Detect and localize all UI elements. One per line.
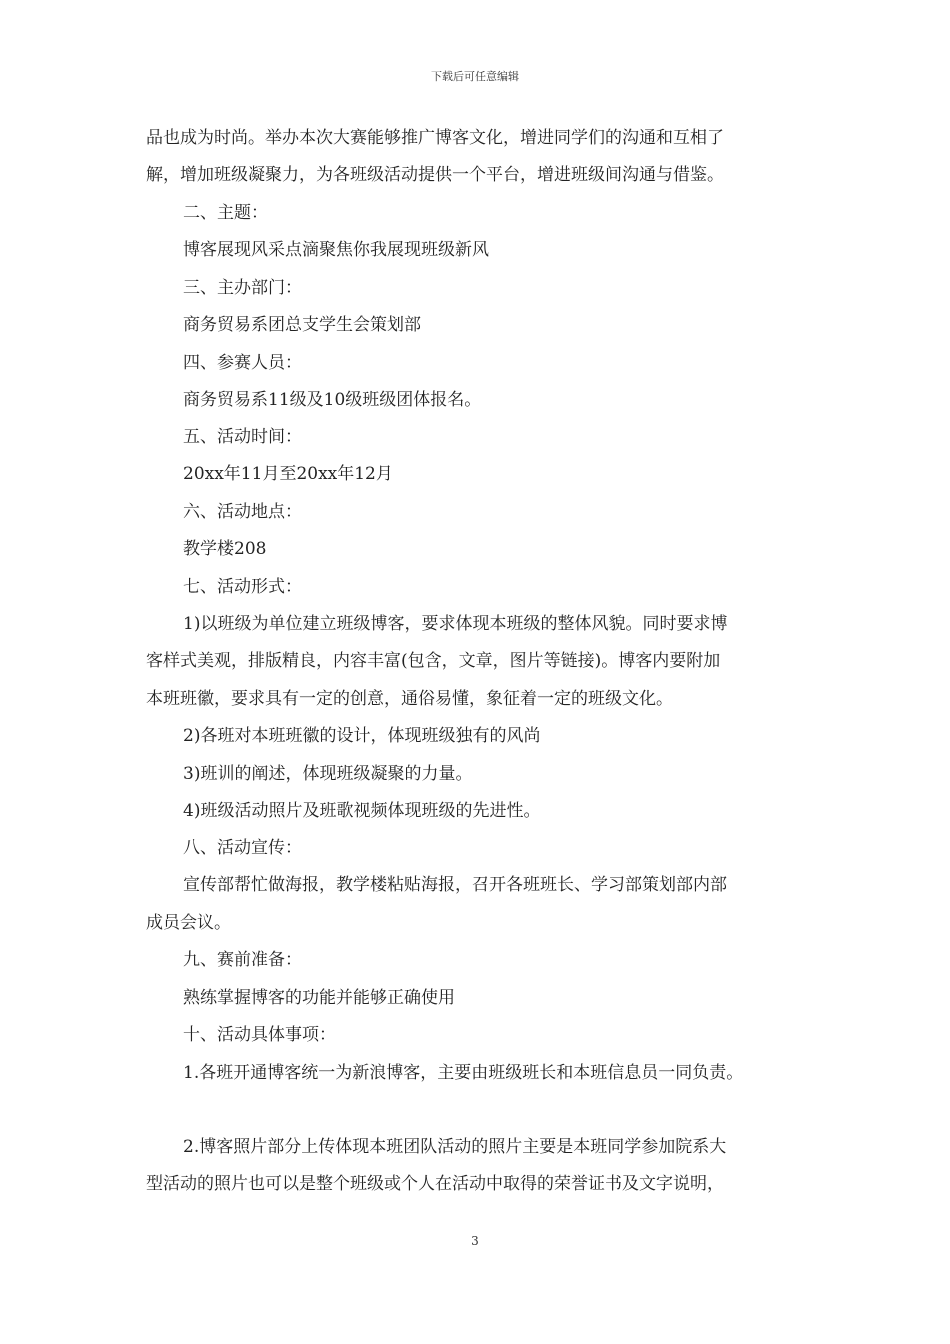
body-line: 商务贸易系团总支学生会策划部 [183,315,421,335]
section-heading: 六、活动地点： [183,502,302,522]
body-line: 2.博客照片部分上传体现本班团队活动的照片主要是本班同学参加院系大 [183,1137,727,1157]
body-line: 教学楼208 [183,539,267,559]
body-line: 2)各班对本班班徽的设计，体现班级独有的风尚 [183,726,541,746]
body-line: 1.各班开通博客统一为新浪博客，主要由班级班长和本班信息员一同负责。 [183,1063,744,1083]
body-line: 客样式美观，排版精良，内容丰富(包含，文章，图片等链接)。博客内要附加 [146,651,721,671]
body-line: 成员会议。 [146,913,231,933]
section-heading: 三、主办部门： [183,278,302,298]
body-line: 博客展现风采点滴聚焦你我展现班级新风 [183,240,489,260]
body-line: 1)以班级为单位建立班级博客，要求体现本班级的整体风貌。同时要求博 [183,614,728,634]
section-heading: 七、活动形式： [183,577,302,597]
body-line: 4)班级活动照片及班歌视频体现班级的先进性。 [183,801,541,821]
body-line: 熟练掌握博客的功能并能够正确使用 [183,988,455,1008]
body-line: 品也成为时尚。举办本次大赛能够推广博客文化，增进同学们的沟通和互相了 [146,128,724,148]
section-heading: 二、主题： [183,203,268,223]
section-heading: 九、赛前准备： [183,950,302,970]
section-heading: 八、活动宣传： [183,838,302,858]
body-line: 型活动的照片也可以是整个班级或个人在活动中取得的荣誉证书及文字说明， [146,1174,724,1194]
section-heading: 十、活动具体事项： [183,1025,336,1045]
body-line: 宣传部帮忙做海报，教学楼粘贴海报，召开各班班长、学习部策划部内部 [183,875,727,895]
body-line: 20xx年11月至20xx年12月 [183,464,393,484]
page-header: 下载后可任意编辑 [431,70,519,83]
body-line: 本班班徽，要求具有一定的创意，通俗易懂，象征着一定的班级文化。 [146,689,673,709]
section-heading: 五、活动时间： [183,427,302,447]
body-line: 3)班训的阐述，体现班级凝聚的力量。 [183,764,473,784]
body-line: 商务贸易系11级及10级班级团体报名。 [183,390,482,410]
body-line: 解，增加班级凝聚力，为各班级活动提供一个平台，增进班级间沟通与借鉴。 [146,165,724,185]
section-heading: 四、参赛人员： [183,353,302,373]
page-number: 3 [471,1234,479,1248]
